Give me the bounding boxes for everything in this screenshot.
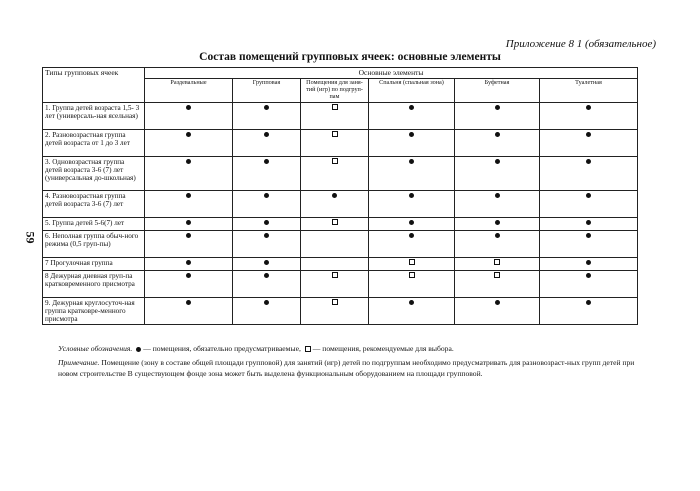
filled-dot-icon: [586, 193, 591, 198]
mark-cell: [455, 130, 540, 157]
mark-cell: [455, 258, 540, 271]
mark-cell: [369, 231, 455, 258]
elements-table: [42, 67, 638, 325]
row-label: 4. Разновозрастная группа детей возраста 3-6 (7) лет: [43, 191, 145, 218]
empty-square-icon: [494, 259, 500, 265]
table-row: [43, 231, 638, 258]
column-header: Туалетная: [540, 79, 638, 103]
filled-dot-icon: [136, 347, 141, 352]
mark-cell: [369, 271, 455, 298]
empty-square-icon: [332, 104, 338, 110]
mark-cell: [455, 231, 540, 258]
mark-cell: [455, 103, 540, 130]
filled-dot-icon: [264, 273, 269, 278]
mark-cell: [301, 191, 369, 218]
filled-dot-icon: [409, 159, 414, 164]
mark-cell: [369, 258, 455, 271]
mark-cell: [233, 130, 301, 157]
filled-dot-icon: [186, 105, 191, 110]
mark-cell: [540, 191, 638, 218]
filled-dot-icon: [186, 273, 191, 278]
mark-cell: [145, 298, 233, 325]
mark-cell: [369, 218, 455, 231]
filled-dot-icon: [586, 159, 591, 164]
filled-dot-icon: [586, 260, 591, 265]
mark-cell: [145, 258, 233, 271]
column-header: Помещения для заня-тий (игр) по подгруп-пам: [301, 79, 369, 103]
table-row: [43, 103, 638, 130]
filled-dot-icon: [264, 260, 269, 265]
filled-dot-icon: [586, 105, 591, 110]
filled-dot-icon: [186, 132, 191, 137]
appendix-label: Приложение 8 1 (обязательное): [505, 38, 656, 50]
mark-cell: [455, 191, 540, 218]
filled-dot-icon: [264, 220, 269, 225]
mark-cell: [540, 298, 638, 325]
filled-dot-icon: [264, 233, 269, 238]
filled-dot-icon: [186, 220, 191, 225]
mark-cell: [233, 191, 301, 218]
empty-square-icon: [305, 346, 311, 352]
column-header: Раздевальные: [145, 79, 233, 103]
mark-cell: [233, 231, 301, 258]
filled-dot-icon: [186, 233, 191, 238]
page-title: Состав помещений групповых ячеек: основные элементы: [199, 51, 501, 63]
filled-dot-icon: [586, 300, 591, 305]
mark-cell: [145, 157, 233, 191]
filled-dot-icon: [495, 193, 500, 198]
mark-cell: [301, 130, 369, 157]
row-label: 6. Неполная группа обыч-ного режима (0,5 груп-пы): [43, 231, 145, 258]
filled-dot-icon: [495, 105, 500, 110]
mark-cell: [369, 157, 455, 191]
filled-dot-icon: [586, 220, 591, 225]
mark-cell: [540, 218, 638, 231]
table-row: [43, 191, 638, 218]
empty-square-icon: [332, 131, 338, 137]
note-text: Помещение (зону в составе общей площади групповой) для занятий (игр) детей по подгруппам необходимо предусматривать для разновозраст-ных групп детей при новом строительстве В существующем фонде зона может быть выделена функциональным оборудованием на площади групповой.: [58, 358, 635, 378]
mark-cell: [233, 157, 301, 191]
table-row: [43, 298, 638, 325]
mark-cell: [301, 218, 369, 231]
empty-square-icon: [494, 272, 500, 278]
empty-square-icon: [409, 259, 415, 265]
column-header: Спальня (спальная зона): [369, 79, 455, 103]
filled-dot-icon: [332, 193, 337, 198]
filled-dot-icon: [409, 300, 414, 305]
mark-cell: [301, 258, 369, 271]
note-label: Примечание.: [58, 358, 100, 367]
filled-dot-icon: [264, 132, 269, 137]
mark-cell: [145, 191, 233, 218]
mark-cell: [369, 130, 455, 157]
filled-dot-icon: [186, 193, 191, 198]
empty-square-icon: [409, 272, 415, 278]
mark-cell: [369, 298, 455, 325]
column-header: Групповая: [233, 79, 301, 103]
filled-dot-icon: [186, 260, 191, 265]
mark-cell: [145, 231, 233, 258]
mark-cell: [540, 157, 638, 191]
legend-square-text: — помещения, рекомендуемые для выбора.: [312, 344, 454, 353]
mark-cell: [145, 218, 233, 231]
mark-cell: [455, 271, 540, 298]
legend-label: Условные обозначения.: [58, 344, 133, 353]
mark-cell: [145, 271, 233, 298]
types-header: Типы групповых ячеек: [43, 68, 145, 103]
filled-dot-icon: [495, 300, 500, 305]
filled-dot-icon: [186, 159, 191, 164]
empty-square-icon: [332, 272, 338, 278]
table-row: [43, 271, 638, 298]
filled-dot-icon: [409, 233, 414, 238]
mark-cell: [145, 130, 233, 157]
mark-cell: [233, 298, 301, 325]
filled-dot-icon: [586, 273, 591, 278]
row-label: 9. Дежурная круглосуточ-ная группа кратковре-менного присмотра: [43, 298, 145, 325]
filled-dot-icon: [586, 233, 591, 238]
mark-cell: [540, 258, 638, 271]
filled-dot-icon: [264, 193, 269, 198]
mark-cell: [369, 103, 455, 130]
row-label: 3. Одновозрастная группа детей возраста 3-6 (7) лет (универсальная до-школьная): [43, 157, 145, 191]
column-header: Буфетная: [455, 79, 540, 103]
table-row: [43, 218, 638, 231]
filled-dot-icon: [409, 105, 414, 110]
row-label: 8 Дежурная дневная груп-па кратковременного присмотра: [43, 271, 145, 298]
filled-dot-icon: [409, 193, 414, 198]
filled-dot-icon: [409, 132, 414, 137]
mark-cell: [540, 130, 638, 157]
empty-square-icon: [332, 219, 338, 225]
row-label: 7 Прогулочная группа: [43, 258, 145, 271]
filled-dot-icon: [264, 159, 269, 164]
mark-cell: [455, 218, 540, 231]
mark-cell: [301, 271, 369, 298]
mark-cell: [145, 103, 233, 130]
mark-cell: [540, 231, 638, 258]
mark-cell: [233, 258, 301, 271]
mark-cell: [233, 218, 301, 231]
page-number: 59: [23, 231, 38, 244]
mark-cell: [455, 157, 540, 191]
mark-cell: [455, 298, 540, 325]
empty-square-icon: [332, 299, 338, 305]
mark-cell: [301, 103, 369, 130]
mark-cell: [301, 231, 369, 258]
mark-cell: [540, 103, 638, 130]
mark-cell: [301, 298, 369, 325]
filled-dot-icon: [495, 132, 500, 137]
mark-cell: [369, 191, 455, 218]
filled-dot-icon: [409, 220, 414, 225]
main-elements-header: Основные элементы: [145, 68, 638, 79]
legend: [58, 344, 658, 353]
filled-dot-icon: [264, 300, 269, 305]
filled-dot-icon: [495, 233, 500, 238]
table-row: [43, 130, 638, 157]
row-label: 2. Разновозрастная группа детей возраста от 1 до 3 лет: [43, 130, 145, 157]
filled-dot-icon: [495, 159, 500, 164]
row-label: 5. Группа детей 5-6(7) лет: [43, 218, 145, 231]
legend-dot-text: — помещения, обязательно предусматриваемые,: [143, 344, 301, 353]
note: [58, 357, 644, 379]
mark-cell: [233, 103, 301, 130]
filled-dot-icon: [264, 105, 269, 110]
table-row: [43, 157, 638, 191]
mark-cell: [301, 157, 369, 191]
filled-dot-icon: [495, 220, 500, 225]
mark-cell: [540, 271, 638, 298]
row-label: 1. Группа детей возраста 1,5- 3 лет (универсаль-ная ясельная): [43, 103, 145, 130]
filled-dot-icon: [186, 300, 191, 305]
header-row-1: [43, 68, 638, 79]
table-body: [43, 103, 638, 325]
empty-square-icon: [332, 158, 338, 164]
filled-dot-icon: [586, 132, 591, 137]
table-row: [43, 258, 638, 271]
mark-cell: [233, 271, 301, 298]
